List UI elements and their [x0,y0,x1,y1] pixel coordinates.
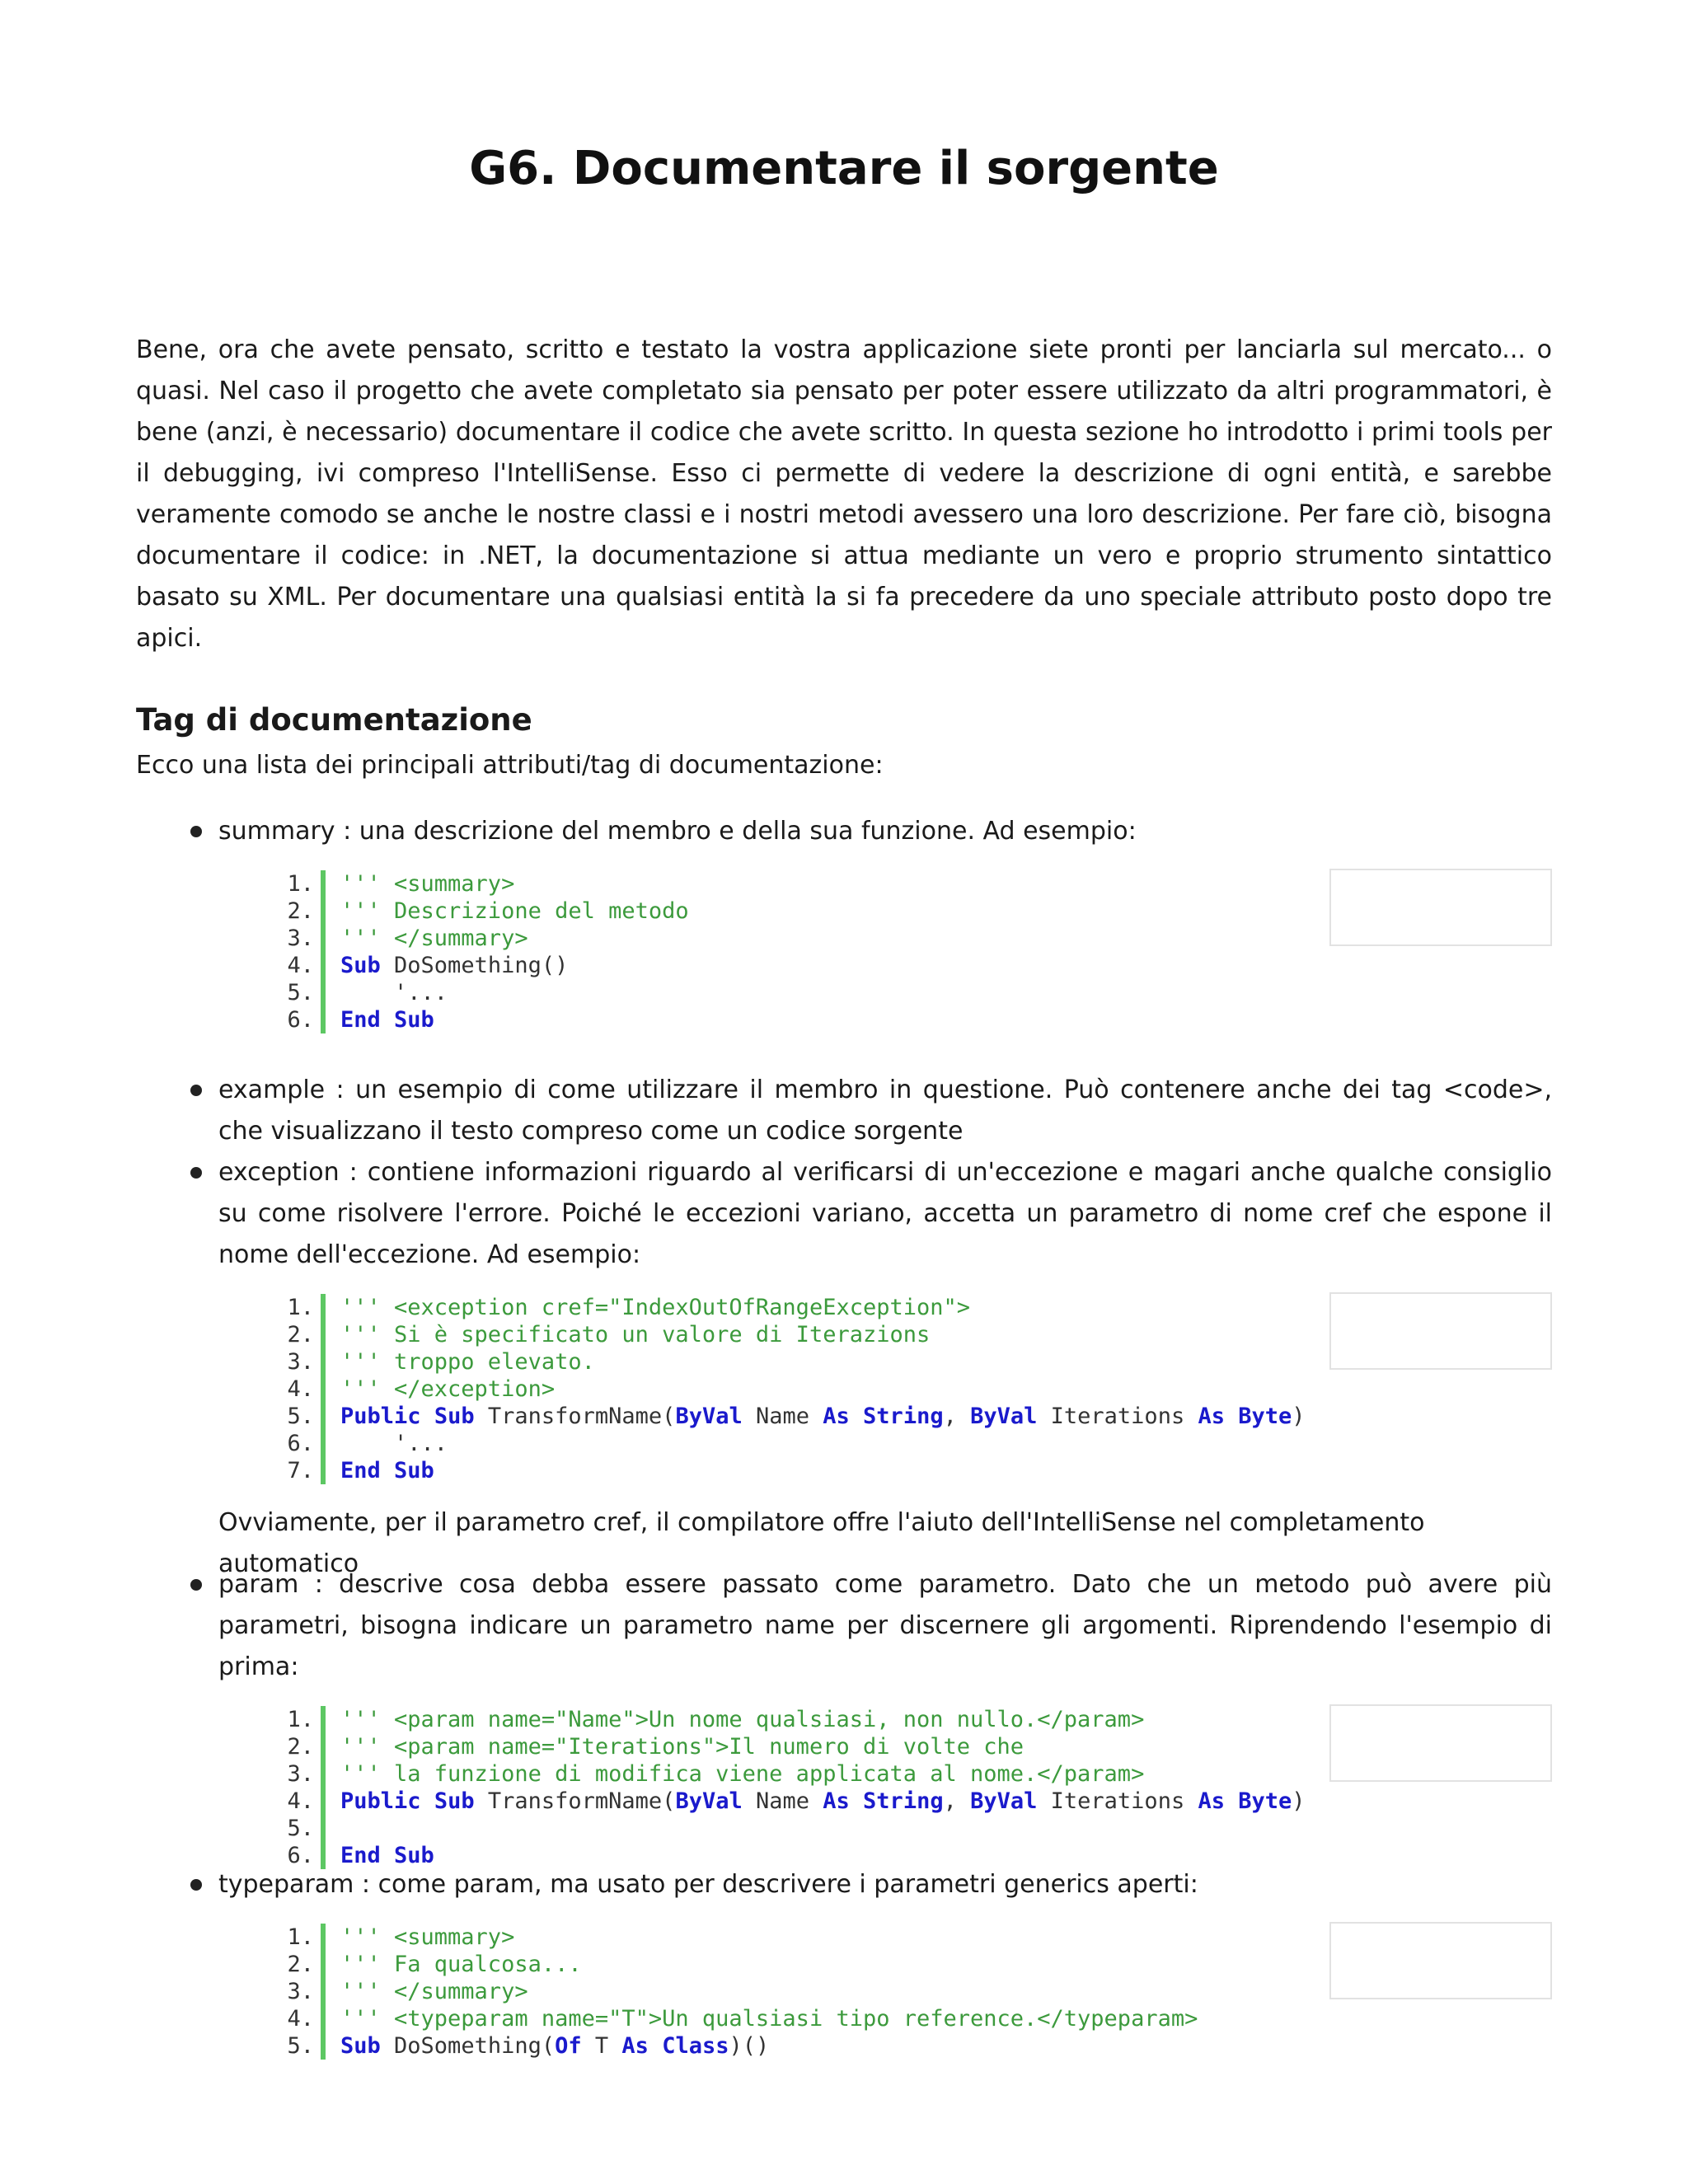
code-line [268,1006,1552,1033]
list-item-example [136,1070,1552,1152]
code-text [340,925,528,952]
intro-paragraph: Bene, ora che avete pensato, scritto e testato la vostra applicazione siete pronti per lanciarla sul mercato... o quasi. Nel caso il progetto che avete completato sia pensato per poter essere utilizzato da altri programmatori, è bene (anzi, è necessario) documentare il codice che avete scritto. In questa sezione ho introdotto i primi tools per il debugging, ivi compreso l'IntelliSense. Esso ci permette di vedere la descrizione di ogni entità, e sarebbe veramente comodo se anche le nostre classi e i nostri metodi avessero una loro descrizione. Per fare ciò, bisogna documentare il codice: in .NET, la documentazione si attua mediante un vero e proprio strumento sintattico basato su XML. Per documentare una qualsiasi entità la si fa precedere da uno speciale attributo posto dopo tre apici. [136,335,1552,653]
line-number: 4. [287,1788,314,1814]
code-keyword: As [1198,1788,1225,1814]
code-text [340,1321,930,1348]
code-keyword: Public [340,1788,421,1814]
code-keyword: ByVal [970,1788,1038,1814]
line-number: 2. [287,898,314,924]
code-text [340,1430,448,1457]
code-line [268,1457,1552,1484]
code-keyword: String [863,1404,944,1429]
code-line [268,1430,1552,1457]
code-toolbar-box [1329,1704,1552,1782]
code-gutter [321,952,326,979]
code-text [340,1978,528,2005]
code-gutter [321,2005,326,2032]
line-number: 3. [287,926,314,951]
page-title: G6. Documentare il sorgente [469,142,1219,195]
code-gutter [321,1924,326,1951]
code-gutter [321,979,326,1006]
code-keyword: End [340,1007,381,1033]
code-keyword: ByVal [970,1404,1038,1429]
code-line [268,1376,1552,1403]
bullet-dot [190,1167,202,1179]
code-token [421,1404,434,1429]
code-keyword: Sub [434,1404,475,1429]
bullet-group-summary [136,811,1552,1052]
line-number: 3. [287,1979,314,2004]
code-keyword: Byte [1238,1404,1292,1429]
code-keyword: Public [340,1404,421,1429]
line-number: 3. [287,1349,314,1375]
code-text [340,1348,595,1376]
code-comment: ''' <typeparam name="T">Un qualsiasi tipo reference.</typeparam> [340,2006,1198,2032]
bullet-group-exception [136,1070,1552,1585]
code-gutter [321,1006,326,1033]
code-keyword: As [1198,1404,1225,1429]
code-keyword: Byte [1238,1788,1292,1814]
code-token [421,1788,434,1814]
line-number: 2. [287,1322,314,1347]
code-keyword: Sub [434,1788,475,1814]
code-toolbar-box [1329,1292,1552,1370]
bullet-dot [190,1879,202,1891]
code-text [340,1733,1024,1760]
code-keyword: As [823,1404,850,1429]
code-gutter [321,1403,326,1430]
code-block-param [268,1706,1552,1869]
code-token: ) [1292,1788,1306,1814]
code-comment: ''' <exception cref="IndexOutOfRangeException"> [340,1295,971,1320]
code-keyword: ByVal [675,1404,743,1429]
code-token: TransformName( [474,1404,676,1429]
code-text [340,1376,555,1403]
code-token: DoSomething( [380,2033,556,2059]
line-number: 4. [287,1376,314,1402]
code-text [340,1706,1144,1733]
code-gutter [321,1457,326,1484]
bullet-dot [190,1579,202,1591]
code-line [268,2005,1552,2032]
code-gutter [321,898,326,925]
code-token: ) [1292,1404,1306,1429]
code-keyword: Sub [394,1007,434,1033]
line-number: 2. [287,1952,314,1977]
section-heading: Tag di documentazione [136,702,532,738]
line-number: 5. [287,1816,314,1841]
code-gutter [321,870,326,898]
code-token: '... [340,980,448,1005]
code-block-typeparam [268,1924,1552,2060]
code-gutter [321,1321,326,1348]
code-toolbar-box [1329,869,1552,946]
code-gutter [321,1978,326,2005]
line-number: 2. [287,1734,314,1760]
code-gutter [321,1951,326,1978]
code-token: T [581,2033,622,2059]
code-text [340,2032,769,2060]
line-number: 3. [287,1761,314,1787]
code-keyword: String [863,1788,944,1814]
code-comment: ''' <summary> [340,871,515,897]
code-token: Iterations [1037,1788,1198,1814]
bullet-dot [190,826,202,837]
section-intro: Ecco una lista dei principali attributi/tag di documentazione: [136,751,884,780]
code-keyword: As [621,2033,649,2059]
code-gutter [321,1348,326,1376]
line-number: 1. [287,871,314,897]
code-token [649,2033,662,2059]
line-number: 1. [287,1707,314,1732]
code-keyword: End [340,1458,381,1483]
code-keyword: As [823,1788,850,1814]
code-line [268,952,1552,979]
code-token: TransformName( [474,1788,676,1814]
code-gutter [321,1760,326,1788]
list-item-text: param : descrive cosa debba essere passato come parametro. Dato che un metodo può avere più parametri, bisogna indicare un parametro name per discernere gli argomenti. Riprendendo l'esempio di prima: [218,1570,1552,1681]
line-number: 5. [287,980,314,1005]
line-number: 6. [287,1843,314,1868]
bullet-dot [190,1085,202,1096]
code-keyword: Sub [340,2033,381,2059]
list-item-text: exception : contiene informazioni riguardo al verificarsi di un'eccezione e magari anche qualche consiglio su come risolvere l'errore. Poiché le eccezioni variano, accetta un parametro di nome cref che espone il nome dell'eccezione. Ad esempio: [218,1158,1552,1269]
code-toolbar-box [1329,1922,1552,1999]
code-gutter [321,1430,326,1457]
code-comment: ''' troppo elevato. [340,1349,595,1375]
code-token: Iterations [1037,1404,1198,1429]
list-item-text: typeparam : come param, ma usato per descrivere i parametri generics aperti: [218,1870,1198,1899]
list-item-text: summary : una descrizione del membro e della sua funzione. Ad esempio: [218,817,1137,846]
list-item-typeparam [136,1864,1552,1905]
code-gutter [321,1706,326,1733]
code-token [381,1007,394,1033]
code-token: )() [729,2033,770,2059]
code-keyword: Of [555,2033,582,2059]
code-text [340,1951,582,1978]
line-number: 6. [287,1431,314,1456]
list-item-exception [136,1152,1552,1276]
code-comment: ''' <param name="Name">Un nome qualsiasi, non nullo.</param> [340,1707,1145,1732]
code-comment: ''' Descrizione del metodo [340,898,689,924]
line-number: 1. [287,1924,314,1950]
code-line [268,2032,1552,2060]
code-token: Name [742,1788,823,1814]
code-text [340,1403,1306,1430]
code-comment: ''' </exception> [340,1376,556,1402]
line-number: 6. [287,1007,314,1033]
code-token [850,1404,863,1429]
code-text [340,1924,514,1951]
code-gutter [321,2032,326,2060]
code-text [340,952,568,979]
code-token: DoSomething() [380,953,569,978]
bullet-group-typeparam [136,1864,1552,2078]
code-block-exception [268,1294,1552,1484]
code-token [1225,1788,1238,1814]
code-token: , [943,1788,971,1814]
code-text [340,898,689,925]
line-number: 7. [287,1458,314,1483]
code-token [850,1788,863,1814]
code-keyword: Sub [394,1843,434,1868]
line-number: 5. [287,1404,314,1429]
code-line [268,1815,1552,1842]
list-item-param [136,1564,1552,1688]
code-keyword: Sub [340,953,381,978]
line-number: 5. [287,2033,314,2059]
code-keyword: ByVal [675,1788,743,1814]
code-block-summary [268,870,1552,1033]
line-number: 4. [287,953,314,978]
code-gutter [321,1815,326,1842]
code-token: , [943,1404,971,1429]
code-comment: ''' Fa qualcosa... [340,1952,582,1977]
code-token [381,1458,394,1483]
code-keyword: Sub [394,1458,434,1483]
code-gutter [321,1294,326,1321]
code-text [340,1788,1306,1815]
code-text [340,1006,434,1033]
code-token [1225,1404,1238,1429]
code-comment: ''' </summary> [340,1979,528,2004]
bullet-group-param [136,1564,1552,1887]
code-text [340,870,514,898]
code-text [340,2005,1198,2032]
code-comment: ''' <param name="Iterations">Il numero di volte che [340,1734,1025,1760]
list-item-text: example : un esempio di come utilizzare il membro in questione. Può contenere anche dei tag <code>, che visualizzano il testo compreso come un codice sorgente [218,1076,1552,1146]
code-gutter [321,925,326,952]
code-token: '... [340,1431,448,1456]
code-keyword: End [340,1843,381,1868]
code-comment: ''' la funzione di modifica viene applicata al nome.</param> [340,1761,1145,1787]
line-number: 4. [287,2006,314,2032]
code-text [340,979,448,1006]
code-gutter [321,1788,326,1815]
code-gutter [321,1376,326,1403]
code-token: Name [742,1404,823,1429]
code-text [340,1760,1144,1788]
line-number: 1. [287,1295,314,1320]
code-comment: ''' Si è specificato un valore di Iterazions [340,1322,931,1347]
code-comment: ''' </summary> [340,926,528,951]
code-text [340,1457,434,1484]
code-keyword: Class [662,2033,729,2059]
code-line [268,1403,1552,1430]
code-gutter [321,1733,326,1760]
code-line [268,979,1552,1006]
code-comment: ''' <summary> [340,1924,515,1950]
list-item-summary [136,811,1552,852]
code-text [340,1294,970,1321]
exception-note: Ovviamente, per il parametro cref, il compilatore offre l'aiuto dell'IntelliSense nel completamento automatico [218,1508,1425,1578]
code-line [268,1788,1552,1815]
